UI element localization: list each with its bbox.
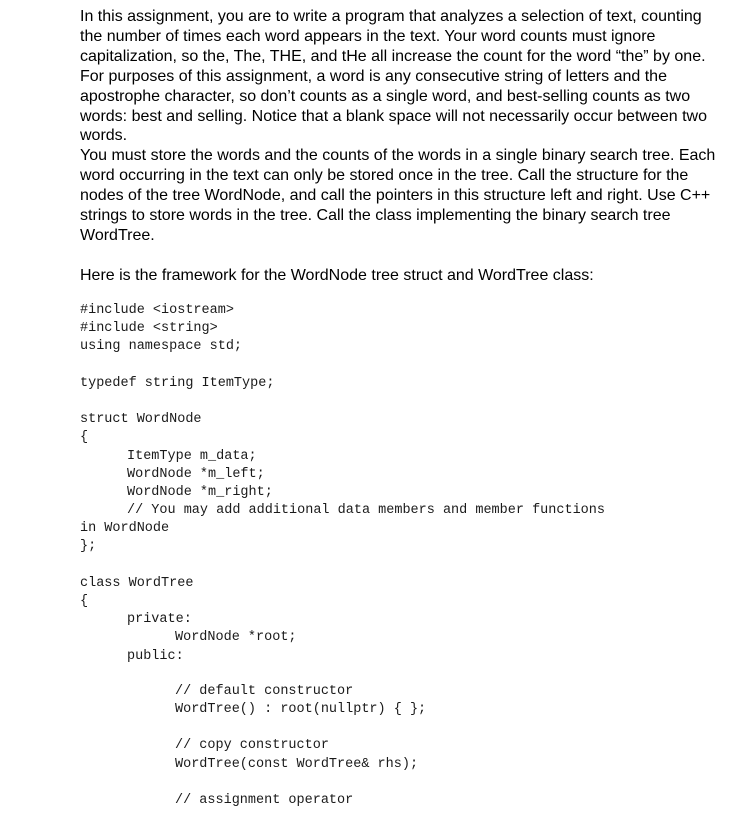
code-line: { (80, 594, 89, 609)
code-comment-continuation: in WordNode (80, 521, 170, 537)
code-line: ItemType m_data; (127, 448, 257, 464)
code-line: class WordTree (80, 575, 194, 591)
code-line: WordNode *m_left; (127, 466, 265, 482)
code-line: WordTree(const WordTree& rhs); (175, 756, 419, 772)
code-blank-line (80, 393, 740, 411)
code-line: WordNode *root; (175, 630, 297, 646)
framework-intro-paragraph: Here is the framework for the WordNode tree struct and WordTree class: (80, 266, 594, 284)
code-line: using namespace std; (80, 339, 243, 355)
code-line: struct WordNode (80, 412, 202, 428)
code-line: { (80, 430, 89, 446)
code-comment: // You may add additional data members and member functions (127, 503, 605, 519)
intro-paragraph: In this assignment, you are to write a program that analyzes a selection of text, counting the number of times each word appears in the text. Your word counts must ignore capitalization, so the, The, THE, and tHe all increase the count for the word “the” by one. For purposes of this assignment, a word is any consecutive string of letters and the apostrophe character, so don’t counts as a single word, and best-selling counts as two words: best and selling. Notice that a blank space will not necessarily occur between two words. (80, 8, 707, 145)
code-line: }; (80, 539, 97, 555)
code-blank-line (80, 719, 740, 737)
code-line: typedef string ItemType; (80, 375, 275, 391)
code-line: #include <iostream> (80, 303, 234, 318)
code-blank-line (80, 557, 740, 575)
code-blank-line (80, 357, 740, 375)
code-line: WordNode *m_right; (127, 484, 273, 500)
code-comment: // default constructor (175, 683, 354, 699)
code-comment: // assignment operator (175, 792, 354, 808)
code-listing (80, 302, 740, 810)
code-blank-line (80, 774, 740, 792)
assignment-text (80, 7, 720, 286)
code-line: #include <string> (80, 321, 218, 337)
code-line: WordTree() : root(nullptr) { }; (175, 701, 427, 717)
code-comment: // copy constructor (175, 738, 329, 754)
code-blank-line (80, 666, 740, 683)
bst-requirements-paragraph: You must store the words and the counts of the words in a single binary search tree. Each word occurring in the text can only be stored once in the tree. Call the structure for the nodes of the tree WordNode, and call the pointers in this structure left and right. Use C++ strings to store words in the tree. Call the class implementing the binary search tree WordTree. (80, 147, 716, 244)
code-line: public: (127, 648, 184, 664)
code-line: private: (127, 612, 192, 628)
